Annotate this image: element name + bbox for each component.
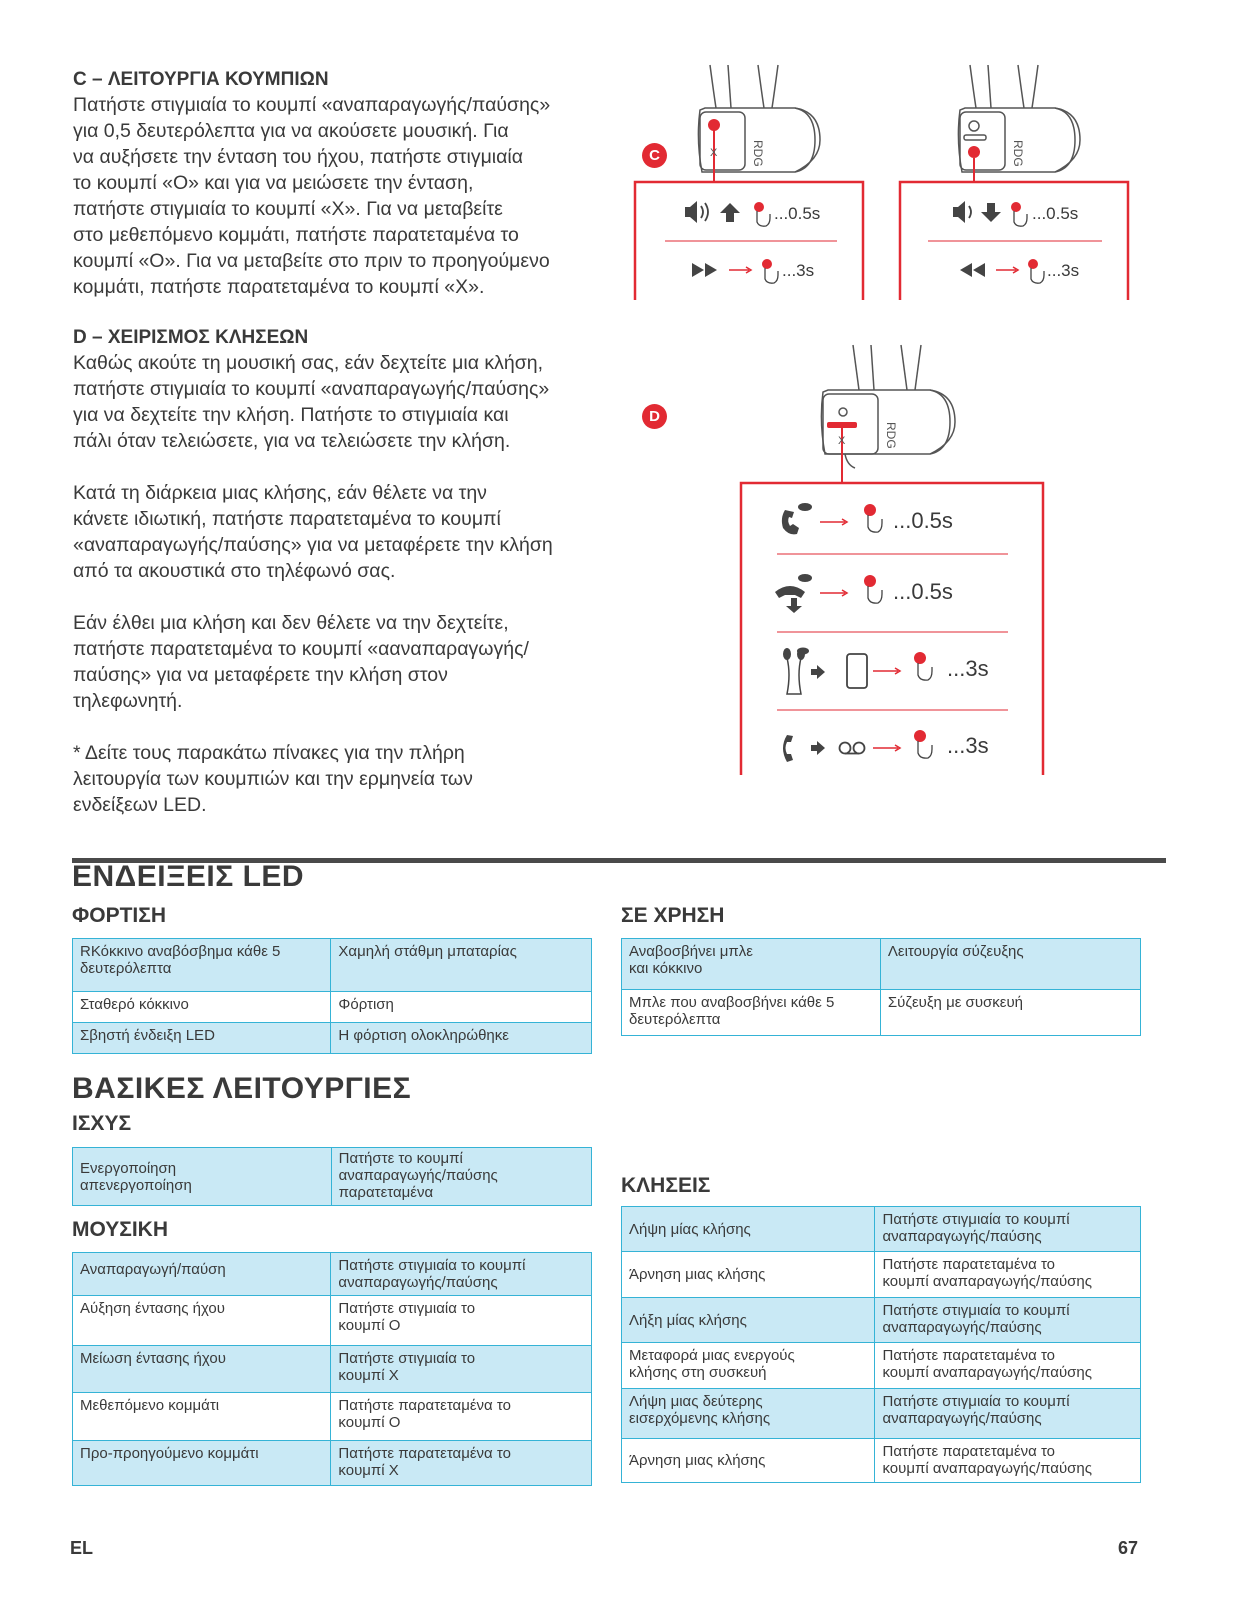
in-use-table xyxy=(621,938,1141,1036)
table-row xyxy=(73,992,592,1023)
table-row xyxy=(622,1389,1141,1439)
section-d-heading: D – ΧΕΙΡΙΣΜΟΣ ΚΛΗΣΕΩΝ xyxy=(73,327,309,348)
table-cell: Σβηστή ένδειξη LED xyxy=(73,1023,331,1054)
table-cell: Πατήστε παρατεταμένα το κουμπί αναπαραγωγής/παύσης xyxy=(875,1252,1141,1298)
table-cell: Η φόρτιση ολοκληρώθηκε xyxy=(331,1023,592,1054)
text-line: ενδείξεων LED. xyxy=(73,794,207,816)
figure-d-label: D xyxy=(642,404,667,429)
table-cell: Φόρτιση xyxy=(331,992,592,1023)
table-row xyxy=(622,1298,1141,1343)
arrow-right-icon xyxy=(811,741,825,755)
table-cell: Πατήστε στιγμιαία το κουμπί X xyxy=(331,1346,592,1393)
table-cell: Άρνηση μιας κλήσης xyxy=(622,1439,875,1483)
calls-table xyxy=(621,1206,1141,1483)
table-cell: Πατήστε παρατεταμένα το κουμπί αναπαραγωγής/παύσης xyxy=(875,1439,1141,1483)
table-cell: Πατήστε παρατεταμένα το κουμπί αναπαραγωγής/παύσης xyxy=(875,1343,1141,1389)
music-table xyxy=(72,1252,592,1486)
section-d-paragraph-2 xyxy=(73,480,633,584)
text-line: κομμάτι, πατήστε παρατεταμένα το κουμπί «X». xyxy=(73,276,485,298)
voicemail-icon xyxy=(840,743,865,754)
table-cell: Χαμηλή στάθμη μπαταρίας xyxy=(331,939,592,992)
table-cell: Αναβοσβήνει μπλε και κόκκινο xyxy=(622,939,881,990)
press-hand-icon xyxy=(864,575,882,603)
section-d xyxy=(73,326,633,818)
music-title: ΜΟΥΣΙΚΗ xyxy=(72,1218,169,1241)
text-line: * Δείτε τους παρακάτω πίνακες για την πλήρη xyxy=(73,742,465,764)
table-cell: Λειτουργία σύζευξης xyxy=(880,939,1140,990)
press-hand-icon xyxy=(914,652,932,680)
table-cell: Πατήστε το κουμπί αναπαραγωγής/παύσης παρατεταμένα xyxy=(331,1148,591,1206)
table-cell: Πατήστε στιγμιαία το κουμπί O xyxy=(331,1296,592,1346)
table-row xyxy=(73,1441,592,1486)
timing-label: ...3s xyxy=(1047,261,1080,280)
table-cell: Πατήστε στιγμιαία το κουμπί αναπαραγωγής/παύσης xyxy=(875,1389,1141,1439)
phone-answer-icon xyxy=(782,503,812,534)
timing-label: ...0.5s xyxy=(1032,204,1079,223)
table-row xyxy=(622,990,1141,1036)
text-line: να αυξήσετε την ένταση του ήχου, πατήστε στιγμιαία xyxy=(73,146,524,168)
svg-text:RDG: RDG xyxy=(1011,140,1025,167)
table-cell: Πατήστε παρατεταμένα το κουμπί O xyxy=(331,1393,592,1441)
table-cell: Πατήστε στιγμιαία το κουμπί αναπαραγωγής/παύσης xyxy=(331,1253,592,1296)
press-hand-icon xyxy=(914,730,932,758)
timing-label: ...3s xyxy=(947,656,989,681)
text-line: πατήστε στιγμιαία το κουμπί «αναπαραγωγής/παύσης» xyxy=(73,378,550,400)
table-row xyxy=(622,1343,1141,1389)
text-line: για να δεχτείτε την κλήση. Πατήστε το στιγμιαία και xyxy=(73,404,509,426)
timing-label: ...3s xyxy=(947,733,989,758)
table-cell: Σταθερό κόκκινο xyxy=(73,992,331,1023)
text-line: λειτουργία των κουμπιών και την ερμηνεία των xyxy=(73,768,473,790)
basic-title: ΒΑΣΙΚΕΣ ΛΕΙΤΟΥΡΓΙΕΣ xyxy=(72,1072,412,1105)
section-d-note xyxy=(73,740,633,818)
text-line: Καθώς ακούτε τη μουσική σας, εάν δεχτείτε μια κλήση, xyxy=(73,352,544,374)
phone-icon xyxy=(783,735,793,762)
table-cell: Μείωση έντασης ήχου xyxy=(73,1346,331,1393)
table-cell: Πατήστε στιγμιαία το κουμπί αναπαραγωγής/παύσης xyxy=(875,1298,1141,1343)
table-cell: Μεταφορά μιας ενεργούς κλήσης στη συσκευή xyxy=(622,1343,875,1389)
charging-title: ΦΟΡΤΙΣΗ xyxy=(72,904,167,927)
press-hand-icon xyxy=(1028,259,1044,283)
page-number: 67 xyxy=(1118,1538,1139,1558)
table-cell: Ενεργοποίηση απενεργοποίηση xyxy=(73,1148,332,1206)
text-line: κάνετε ιδιωτική, πατήστε παρατεταμένα το κουμπί xyxy=(73,508,501,530)
table-row xyxy=(622,1252,1141,1298)
timing-label: ...0.5s xyxy=(893,508,953,533)
table-cell: Μπλε που αναβοσβήνει κάθε 5 δευτερόλεπτα xyxy=(622,990,881,1036)
table-row xyxy=(73,1023,592,1054)
timing-label: ...0.5s xyxy=(774,204,821,223)
table-cell: Προ-προηγούμενο κομμάτι xyxy=(73,1441,331,1486)
table-cell: Αναπαραγωγή/παύση xyxy=(73,1253,331,1296)
svg-text:X: X xyxy=(838,435,846,447)
text-line: κουμπί «O». Για να μεταβείτε στο πριν το προηγούμενο xyxy=(73,250,550,272)
svg-text:X: X xyxy=(710,147,718,159)
rewind-icon xyxy=(960,263,985,277)
volume-down-icon xyxy=(953,201,971,223)
press-hand-icon xyxy=(762,259,778,283)
section-d-paragraph-1 xyxy=(73,350,633,454)
timing-label: ...3s xyxy=(782,261,815,280)
press-hand-icon xyxy=(1011,202,1027,226)
section-c xyxy=(73,68,633,300)
text-line: πατήστε παρατεταμένα το κουμπί «ααναπαραγωγής/ xyxy=(73,638,529,660)
text-line: παύσης» για να μεταφέρετε την κλήση στον xyxy=(73,664,448,686)
table-row xyxy=(622,1207,1141,1252)
table-row xyxy=(73,1393,592,1441)
table-cell: Σύζευξη με συσκευή xyxy=(880,990,1140,1036)
earphones-icon xyxy=(783,648,809,695)
text-line: Πατήστε στιγμιαία το κουμπί «αναπαραγωγής/παύσης» xyxy=(73,94,551,116)
text-line: τηλεφωνητή. xyxy=(73,690,183,712)
press-hand-icon xyxy=(754,202,770,226)
power-title: ΙΣΧΥΣ xyxy=(72,1112,132,1135)
text-line: πάλι όταν τελειώσετε, για να τελειώσετε την κλήση. xyxy=(73,430,511,452)
table-cell: Λήξη μίας κλήσης xyxy=(622,1298,875,1343)
figure-d-diagram xyxy=(735,340,1055,780)
section-d-paragraph-3 xyxy=(73,610,633,714)
table-row xyxy=(73,1346,592,1393)
table-row xyxy=(622,1439,1141,1483)
svg-text:RDG: RDG xyxy=(884,422,898,449)
calls-title: ΚΛΗΣΕΙΣ xyxy=(621,1174,711,1197)
text-line: «αναπαραγωγής/παύσης» για να μεταφέρετε την κλήση xyxy=(73,534,553,556)
arrow-right-icon xyxy=(811,665,825,679)
text-line: το κουμπί «O» και για να μειώσετε την ένταση, xyxy=(73,172,474,194)
figure-c-label: C xyxy=(642,143,667,168)
in-use-title: ΣΕ ΧΡΗΣΗ xyxy=(621,904,725,927)
smartphone-icon xyxy=(847,654,867,688)
led-title: ΕΝΔΕΙΞΕΙΣ LED xyxy=(72,860,305,893)
text-line: από τα ακουστικά στο τηλέφωνό σας. xyxy=(73,560,396,582)
table-cell: RΚόκκινο αναβόσβημα κάθε 5 δευτερόλεπτα xyxy=(73,939,331,992)
table-row xyxy=(622,939,1141,990)
arrow-down-icon xyxy=(981,203,1001,222)
table-cell: Λήψη μίας κλήσης xyxy=(622,1207,875,1252)
text-line: για 0,5 δευτερόλεπτα για να ακούσετε μουσική. Για xyxy=(73,120,509,142)
volume-up-icon xyxy=(685,201,708,223)
table-cell: Άρνηση μιας κλήσης xyxy=(622,1252,875,1298)
text-line: στο μεθεπόμενο κομμάτι, πατήστε παρατεταμένα το xyxy=(73,224,519,246)
timing-label: ...0.5s xyxy=(893,579,953,604)
table-cell: Πατήστε στιγμιαία το κουμπί αναπαραγωγής/παύσης xyxy=(875,1207,1141,1252)
table-cell: Μεθεπόμενο κομμάτι xyxy=(73,1393,331,1441)
press-hand-icon xyxy=(864,504,882,532)
power-table xyxy=(72,1147,592,1206)
text-line: Εάν έλθει μια κλήση και δεν θέλετε να την δεχτείτε, xyxy=(73,612,509,634)
text-line: Κατά τη διάρκεια μιας κλήσης, εάν θέλετε να την xyxy=(73,482,487,504)
section-c-body xyxy=(73,92,633,300)
text-line: πατήστε στιγμιαία το κουμπί «X». Για να μεταβείτε xyxy=(73,198,503,220)
arrow-up-icon xyxy=(720,203,740,222)
phone-hangup-icon xyxy=(775,574,812,613)
svg-text:RDG: RDG xyxy=(751,140,765,167)
table-cell: Λήψη μιας δεύτερης εισερχόμενης κλήσης xyxy=(622,1389,875,1439)
fast-forward-icon xyxy=(692,263,717,277)
section-c-heading: C – ΛΕΙΤΟΥΡΓΙΑ ΚΟΥΜΠΙΩΝ xyxy=(73,69,329,90)
footer-language: EL xyxy=(70,1538,94,1558)
table-cell: Πατήστε παρατεταμένα το κουμπί X xyxy=(331,1441,592,1486)
table-row xyxy=(73,1296,592,1346)
table-row xyxy=(73,939,592,992)
table-row xyxy=(73,1253,592,1296)
charging-table xyxy=(72,938,592,1054)
table-cell: Αύξηση έντασης ήχου xyxy=(73,1296,331,1346)
table-row xyxy=(73,1148,592,1206)
